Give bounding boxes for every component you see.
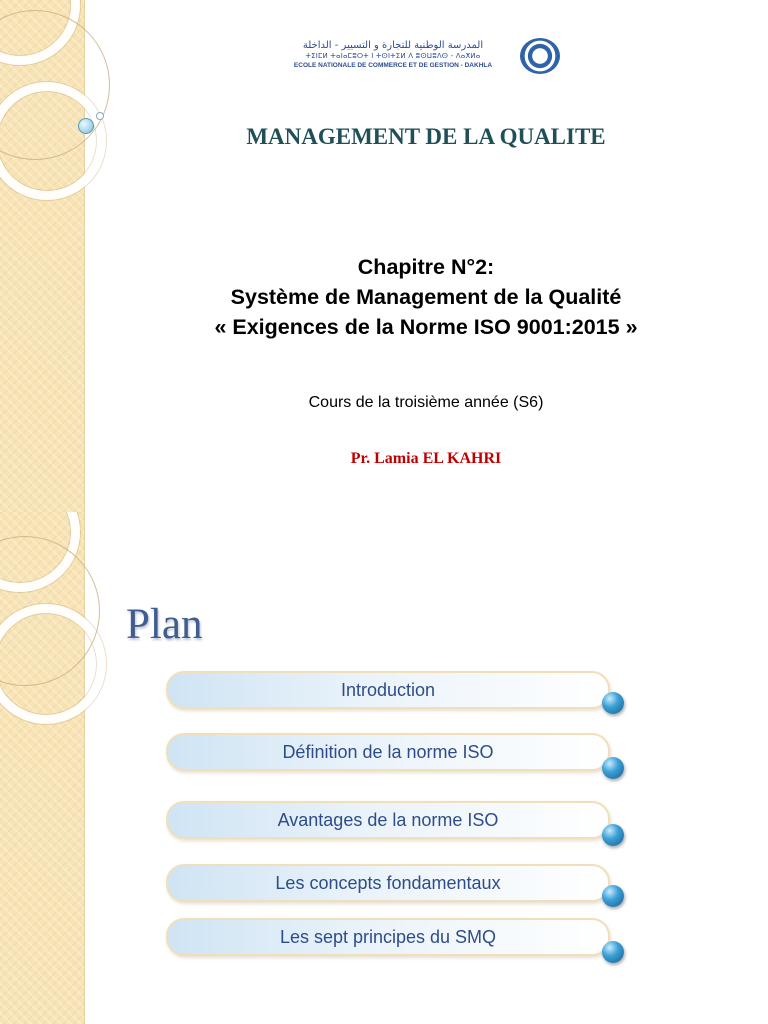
school-logo bbox=[270, 38, 570, 76]
plan-item-label: Avantages de la norme ISO bbox=[277, 809, 499, 830]
logo-tifinagh-text: ⵜⵉⵏⵎⵍ ⵜⴰⵏⴰⵎⵓⵔⵜ ⵏ ⵜⵙⵏⵜⵉⵍ ⴷ ⵓⵙⵡⵓⴷⵙ - ⴷⴰⵅⵍⴰ bbox=[305, 52, 481, 60]
school-seal-icon bbox=[520, 38, 560, 74]
chapter-subtitle: « Exigences de la Norme ISO 9001:2015 » bbox=[214, 315, 638, 339]
plan-bullet-icon bbox=[602, 941, 624, 963]
chapter-subject: Système de Management de la Qualité bbox=[230, 285, 622, 309]
chapter-number: Chapitre N°2: bbox=[357, 255, 495, 279]
plan-item-principes bbox=[166, 918, 610, 956]
decorative-side-band bbox=[0, 0, 85, 512]
plan-bullet-icon bbox=[602, 757, 624, 779]
logo-french-text: ECOLE NATIONALE DE COMMERCE ET DE GESTION - DAKHLA bbox=[293, 62, 493, 69]
plan-bullet-icon bbox=[602, 885, 624, 907]
course-title: MANAGEMENT DE LA QUALITE bbox=[246, 124, 606, 149]
plan-item-label: Les concepts fondamentaux bbox=[275, 872, 501, 893]
plan-item-label: Introduction bbox=[340, 679, 436, 700]
plan-bullet-icon bbox=[602, 692, 624, 714]
decorative-dot-icon bbox=[96, 112, 104, 120]
plan-title: Plan bbox=[126, 601, 203, 648]
plan-item-label: Définition de la norme ISO bbox=[282, 741, 494, 762]
professor-name: Pr. Lamia EL KAHRI bbox=[350, 450, 502, 467]
plan-item-label: Les sept principes du SMQ bbox=[279, 926, 497, 947]
chapter-heading bbox=[84, 252, 768, 342]
decorative-side-band bbox=[0, 512, 85, 1024]
plan-item-definition bbox=[166, 733, 610, 771]
logo-arabic-text: المدرسة الوطنية للتجارة و التسيير - الداخلة bbox=[302, 40, 484, 51]
plan-item-concepts bbox=[166, 864, 610, 902]
plan-item-introduction bbox=[166, 671, 610, 709]
plan-item-avantages bbox=[166, 801, 610, 839]
plan-slide bbox=[0, 512, 768, 1024]
plan-bullet-icon bbox=[602, 824, 624, 846]
course-year: Cours de la troisième année (S6) bbox=[308, 394, 544, 411]
